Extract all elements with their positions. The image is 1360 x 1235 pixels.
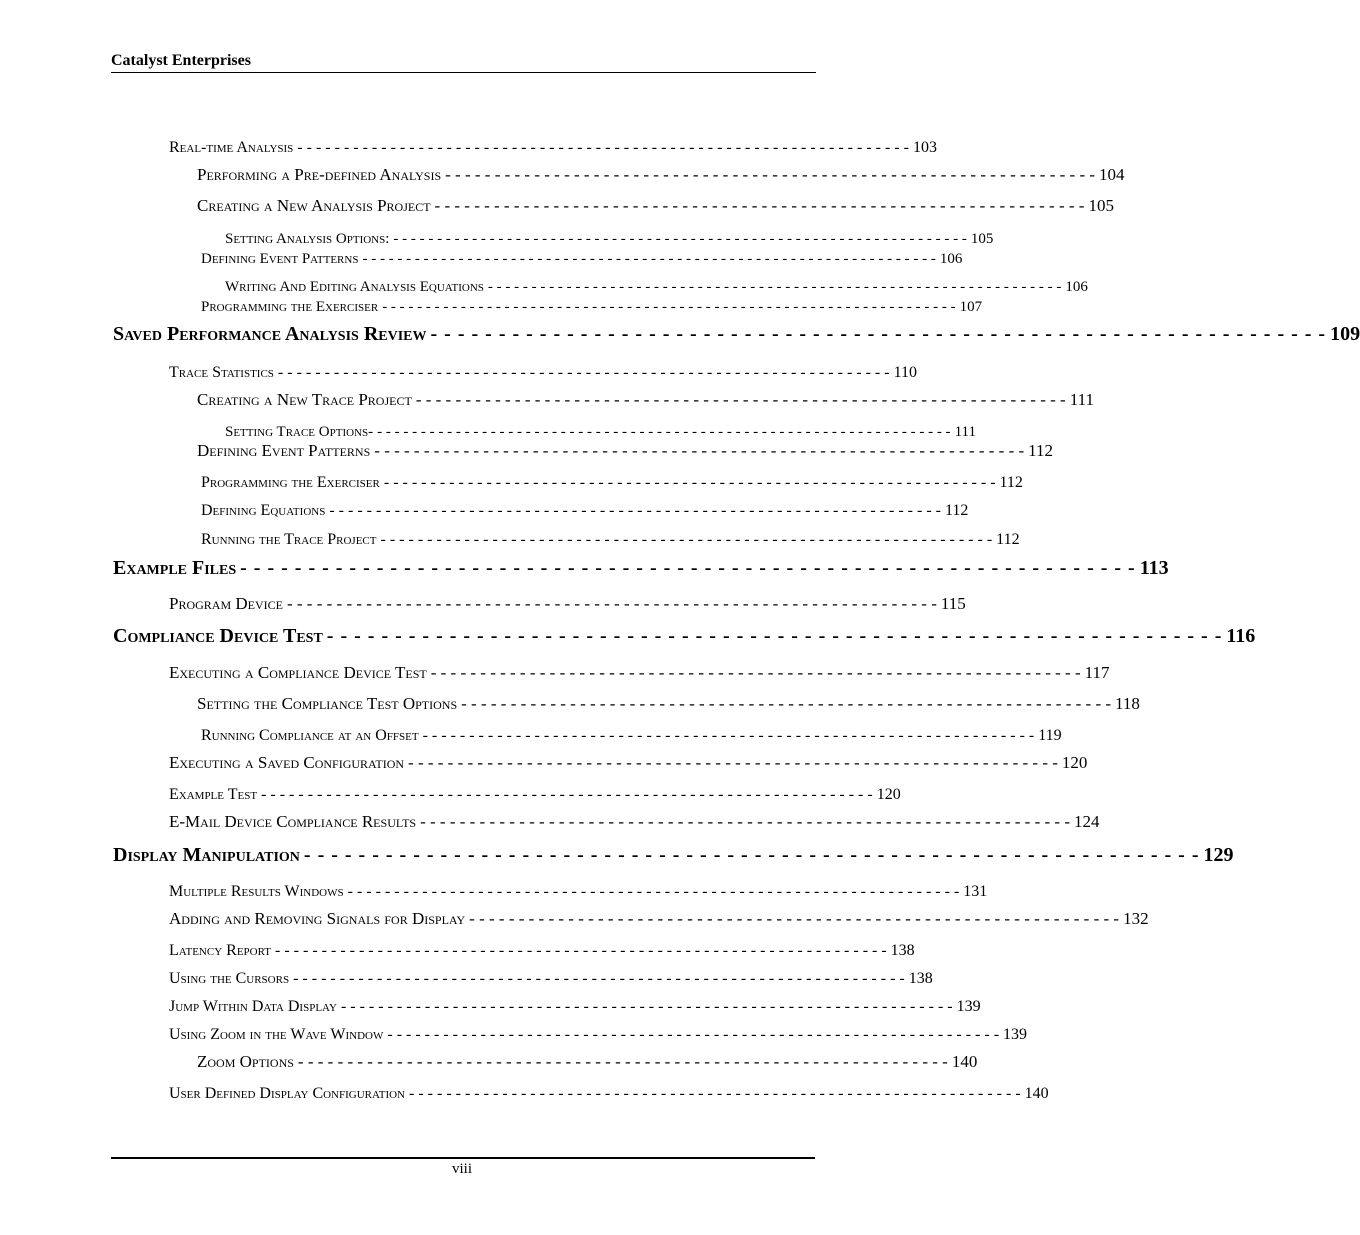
toc-entry[interactable]	[201, 721, 1062, 745]
toc-page-number: 116	[1226, 625, 1256, 647]
toc-entry-title: Setting Trace Options-	[225, 424, 374, 440]
toc-page-number: 124	[1073, 812, 1100, 831]
toc-entry-title: Example Test	[169, 786, 258, 803]
toc-entry[interactable]	[169, 133, 937, 157]
toc-leader: - - - - - - - - - - - - - - - - - - - - - - - - - - - - - - - - - - - - - - - - - - - - - - - - - - - - - - - - - - - - - - - - - -	[380, 531, 993, 548]
toc-entry[interactable]	[169, 358, 917, 382]
toc-leader: - - - - - - - - - - - - - - - - - - - - - - - - - - - - - - - - - - - - - - - - - - - - - - - - - - - - - - - - - - - - - - - - - -	[277, 364, 890, 381]
toc-entry-title: Multiple Results Windows	[169, 883, 344, 900]
toc-entry-title: Performing a Pre-defined Analysis	[197, 165, 442, 184]
toc-page-number: 111	[1069, 390, 1094, 409]
toc-entry-title: Programming the Exerciser	[201, 299, 379, 315]
toc-entry[interactable]	[169, 936, 915, 960]
toc-entry-title: E-Mail Device Compliance Results	[169, 812, 417, 831]
toc-leader: - - - - - - - - - - - - - - - - - - - - - - - - - - - - - - - - - - - - - - - - - - - - - - - - - - - - - - - - - - - - - - - - - -	[461, 694, 1112, 713]
toc-page-number: 119	[1038, 727, 1062, 744]
toc-entry-title: Defining Equations	[201, 502, 326, 519]
toc-entry[interactable]	[201, 244, 963, 268]
toc-entry[interactable]	[169, 590, 966, 614]
toc-leader: - - - - - - - - - - - - - - - - - - - - - - - - - - - - - - - - - - - - - - - - - - - - - - - - - - - - - - - - - - - - - - - - - -	[286, 594, 937, 613]
header-rule	[111, 72, 816, 73]
toc-entry-title: Display Manipulation	[113, 844, 300, 866]
toc-leader: - - - - - - - - - - - - - - - - - - - - - - - - - - - - - - - - - - - - - - - - - - - - - - - - - - - - - - - - - - - - - - - - - -	[340, 998, 953, 1015]
toc-leader: - - - - - - - - - - - - - - - - - - - - - - - - - - - - - - - - - - - - - - - - - - - - - - - - - - - - - - - - - - - - - - - - - -	[347, 883, 960, 900]
toc-entry[interactable]	[197, 437, 1054, 461]
toc-page-number: 140	[951, 1052, 978, 1071]
toc-entry-title: Executing a Compliance Device Test	[169, 663, 427, 682]
toc-page-number: 104	[1099, 165, 1125, 184]
toc-leader: - - - - - - - - - - - - - - - - - - - - - - - - - - - - - - - - - - - - - - - - - - - - - - - - - - - - - - - - - - - - - - - - - -	[275, 942, 887, 959]
toc-entry-title: Executing a Saved Configuration	[169, 753, 405, 772]
toc-page-number: 106	[1065, 279, 1088, 295]
toc-leader: - - - - - - - - - - - - - - - - - - - - - - - - - - - - - - - - - - - - - - - - - - - - - - - - - - - - - - - - - - - - - - - - - -	[469, 909, 1120, 928]
toc-leader: - - - - - - - - - - - - - - - - - - - - - - - - - - - - - - - - - - - - - - - - - - - - - - - - - - - - - - - - - - - - - - - - - -	[393, 231, 967, 247]
footer-rule	[111, 1157, 815, 1159]
toc-leader: - - - - - - - - - - - - - - - - - - - - - - - - - - - - - - - - - - - - - - - - - - - - - - - - - - - - - - - - - - - - - - - - - -	[408, 753, 1058, 772]
toc-entry-title: Setting Analysis Options:	[225, 231, 390, 247]
toc-leader: - - - - - - - - - - - - - - - - - - - - - - - - - - - - - - - - - - - - - - - - - - - - - - - - - - - - - - - - - - - - - - - - - -	[240, 557, 1136, 579]
toc-leader: - - - - - - - - - - - - - - - - - - - - - - - - - - - - - - - - - - - - - - - - - - - - - - - - - - - - - - - - - - - - - - - - - -	[430, 663, 1081, 682]
toc-entry-title: Adding and Removing Signals for Display	[169, 909, 466, 928]
toc-chapter-entry[interactable]	[113, 552, 1169, 580]
toc-entry-title: Example Files	[113, 557, 237, 579]
toc-entry-title: Running Compliance at an Offset	[201, 727, 419, 744]
toc-leader: - - - - - - - - - - - - - - - - - - - - - - - - - - - - - - - - - - - - - - - - - - - - - - - - - - - - - - - - - - - - - - - - - -	[415, 390, 1066, 409]
toc-entry[interactable]	[169, 780, 901, 804]
toc-entry-title: Using the Cursors	[169, 970, 290, 987]
toc-leader: - - - - - - - - - - - - - - - - - - - - - - - - - - - - - - - - - - - - - - - - - - - - - - - - - - - - - - - - - - - - - - - - - -	[303, 844, 1200, 866]
toc-entry-title: Real-time Analysis	[169, 139, 294, 156]
toc-entry-title: Saved Performance Analysis Review	[113, 323, 427, 345]
toc-entry[interactable]	[197, 161, 1125, 185]
toc-entry-title: User Defined Display Configuration	[169, 1085, 405, 1102]
toc-leader: - - - - - - - - - - - - - - - - - - - - - - - - - - - - - - - - - - - - - - - - - - - - - - - - - - - - - - - - - - - - - - - - - -	[329, 502, 941, 519]
toc-leader: - - - - - - - - - - - - - - - - - - - - - - - - - - - - - - - - - - - - - - - - - - - - - - - - - - - - - - - - - - - - - - - - - -	[430, 323, 1327, 345]
page-number: viii	[451, 1161, 472, 1177]
toc-page-number: 107	[959, 299, 983, 315]
toc-page-number: 138	[890, 942, 915, 959]
toc-page-number: 105	[970, 231, 994, 247]
toc-page-number: 138	[908, 970, 933, 987]
toc-entry-title: Defining Event Patterns	[201, 251, 359, 267]
toc-page-number: 120	[1061, 753, 1088, 772]
toc-entry[interactable]	[201, 468, 1023, 492]
toc-page-number: 140	[1024, 1085, 1049, 1102]
toc-entry[interactable]	[169, 808, 1100, 832]
running-header-title: Catalyst Enterprises	[111, 52, 251, 69]
toc-entry[interactable]	[169, 1020, 1028, 1044]
toc-page-number: 117	[1084, 663, 1110, 682]
toc-page-number: 106	[939, 251, 963, 267]
toc-leader: - - - - - - - - - - - - - - - - - - - - - - - - - - - - - - - - - - - - - - - - - - - - - - - - - - - - - - - - - - - - - - - - - -	[445, 165, 1096, 184]
toc-leader: - - - - - - - - - - - - - - - - - - - - - - - - - - - - - - - - - - - - - - - - - - - - - - - - - - - - - - - - - - - - - - - - - -	[434, 196, 1085, 215]
toc-entry-title: Program Device	[169, 594, 283, 613]
toc-leader: - - - - - - - - - - - - - - - - - - - - - - - - - - - - - - - - - - - - - - - - - - - - - - - - - - - - - - - - - - - - - - - - - -	[374, 441, 1025, 460]
toc-page-number: 112	[1028, 441, 1054, 460]
toc-page-number: 111	[954, 424, 976, 440]
toc-entry-title: Creating a New Analysis Project	[197, 196, 431, 215]
toc-leader: - - - - - - - - - - - - - - - - - - - - - - - - - - - - - - - - - - - - - - - - - - - - - - - - - - - - - - - - - - - - - - - - - -	[387, 1026, 1000, 1043]
toc-entry[interactable]	[169, 877, 988, 901]
toc-entry[interactable]	[169, 659, 1110, 683]
toc-entry-title: Zoom Options	[197, 1052, 294, 1071]
toc-entry[interactable]	[201, 496, 969, 520]
toc-entry[interactable]	[169, 905, 1149, 929]
toc-page-number: 112	[996, 531, 1020, 548]
toc-leader: - - - - - - - - - - - - - - - - - - - - - - - - - - - - - - - - - - - - - - - - - - - - - - - - - - - - - - - - - - - - - - - - - -	[420, 812, 1070, 831]
toc-entry[interactable]	[197, 386, 1094, 410]
toc-entry-title: Using Zoom in the Wave Window	[169, 1026, 384, 1043]
toc-leader: - - - - - - - - - - - - - - - - - - - - - - - - - - - - - - - - - - - - - - - - - - - - - - - - - - - - - - - - - - - - - - - - - -	[377, 424, 951, 440]
toc-entry-title: Creating a New Trace Project	[197, 390, 412, 409]
toc-entry[interactable]	[169, 992, 981, 1016]
toc-leader: - - - - - - - - - - - - - - - - - - - - - - - - - - - - - - - - - - - - - - - - - - - - - - - - - - - - - - - - - - - - - - - - - -	[261, 786, 873, 803]
toc-page-number: 131	[963, 883, 988, 900]
toc-entry-title: Setting the Compliance Test Options	[197, 694, 458, 713]
toc-page-number: 112	[944, 502, 969, 519]
toc-entry[interactable]	[169, 1079, 1049, 1103]
toc-entry-title: Trace Statistics	[169, 364, 274, 381]
toc-entry-title: Jump Within Data Display	[169, 998, 337, 1015]
toc-page-number: 112	[999, 474, 1023, 491]
toc-chapter-entry[interactable]	[113, 318, 1360, 346]
toc-leader: - - - - - - - - - - - - - - - - - - - - - - - - - - - - - - - - - - - - - - - - - - - - - - - - - - - - - - - - - - - - - - - - - -	[297, 1052, 948, 1071]
toc-leader: - - - - - - - - - - - - - - - - - - - - - - - - - - - - - - - - - - - - - - - - - - - - - - - - - - - - - - - - - - - - - - - - - -	[297, 139, 909, 156]
toc-entry-title: Defining Event Patterns	[197, 441, 371, 460]
toc-entry-title: Writing And Editing Analysis Equations	[225, 279, 484, 295]
toc-entry[interactable]	[197, 192, 1114, 216]
toc-entry[interactable]	[197, 690, 1140, 714]
toc-leader: - - - - - - - - - - - - - - - - - - - - - - - - - - - - - - - - - - - - - - - - - - - - - - - - - - - - - - - - - - - - - - - - - -	[362, 251, 936, 267]
toc-page-number: 113	[1139, 557, 1169, 579]
toc-page-number: 118	[1115, 694, 1140, 713]
toc-entry[interactable]	[169, 749, 1088, 773]
toc-entry[interactable]	[201, 525, 1020, 549]
toc-page-number: 129	[1203, 844, 1234, 866]
toc-page-number: 120	[876, 786, 901, 803]
toc-leader: - - - - - - - - - - - - - - - - - - - - - - - - - - - - - - - - - - - - - - - - - - - - - - - - - - - - - - - - - - - - - - - - - -	[293, 970, 905, 987]
toc-entry[interactable]	[201, 292, 983, 316]
toc-leader: - - - - - - - - - - - - - - - - - - - - - - - - - - - - - - - - - - - - - - - - - - - - - - - - - - - - - - - - - - - - - - - - - -	[409, 1085, 1021, 1102]
toc-chapter-entry[interactable]	[113, 839, 1234, 867]
toc-entry-title: Compliance Device Test	[113, 625, 323, 647]
toc-page-number: 115	[940, 594, 966, 613]
toc-chapter-entry[interactable]	[113, 620, 1256, 648]
toc-page-number: 103	[912, 139, 937, 156]
toc-leader: - - - - - - - - - - - - - - - - - - - - - - - - - - - - - - - - - - - - - - - - - - - - - - - - - - - - - - - - - - - - - - - - - -	[383, 474, 996, 491]
toc-leader: - - - - - - - - - - - - - - - - - - - - - - - - - - - - - - - - - - - - - - - - - - - - - - - - - - - - - - - - - - - - - - - - - -	[487, 279, 1062, 295]
toc-leader: - - - - - - - - - - - - - - - - - - - - - - - - - - - - - - - - - - - - - - - - - - - - - - - - - - - - - - - - - - - - - - - - - -	[382, 299, 956, 315]
toc-page-number: 132	[1123, 909, 1149, 928]
toc-page-number: 109	[1330, 323, 1360, 345]
toc-leader: - - - - - - - - - - - - - - - - - - - - - - - - - - - - - - - - - - - - - - - - - - - - - - - - - - - - - - - - - - - - - - - - - -	[326, 625, 1223, 647]
toc-entry[interactable]	[197, 1048, 978, 1072]
toc-leader: - - - - - - - - - - - - - - - - - - - - - - - - - - - - - - - - - - - - - - - - - - - - - - - - - - - - - - - - - - - - - - - - - -	[422, 727, 1035, 744]
toc-entry-title: Programming the Exerciser	[201, 474, 380, 491]
toc-page-number: 105	[1088, 196, 1114, 215]
toc-page-number: 139	[956, 998, 981, 1015]
toc-entry[interactable]	[169, 964, 933, 988]
toc-entry-title: Latency Report	[169, 942, 272, 959]
toc-page-number: 139	[1003, 1026, 1028, 1043]
toc-page-number: 110	[893, 364, 917, 381]
toc-entry-title: Running the Trace Project	[201, 531, 377, 548]
